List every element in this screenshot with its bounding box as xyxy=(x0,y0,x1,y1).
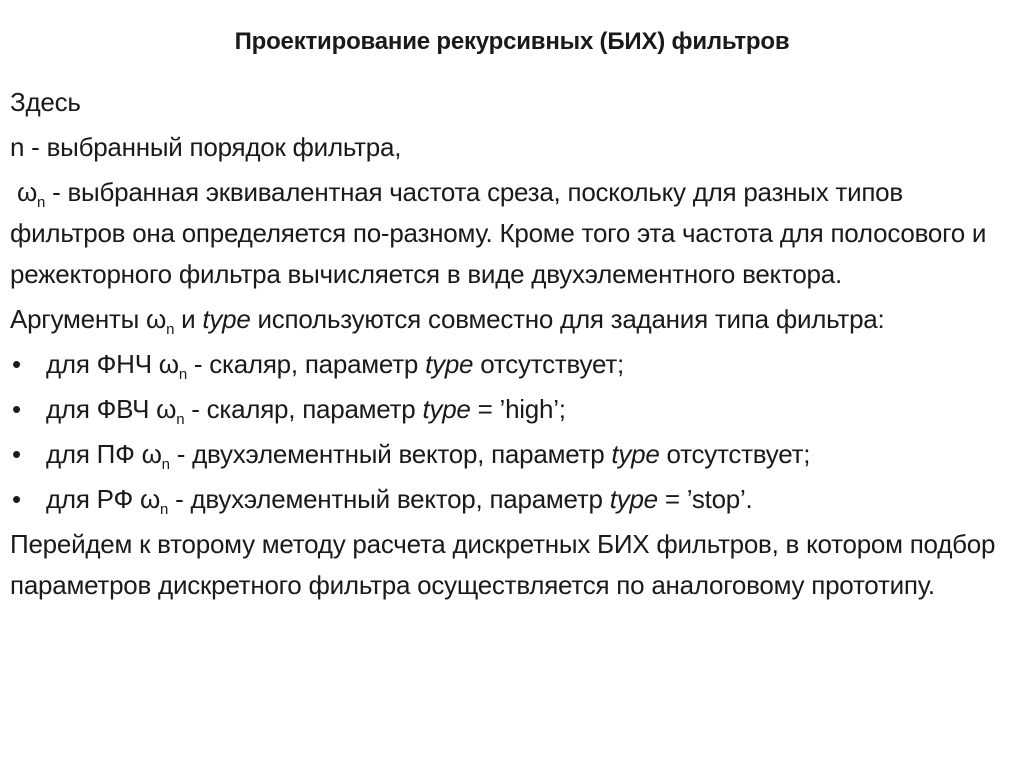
list-item-hpf xyxy=(10,389,1014,430)
bullet-prefix: для ПФ xyxy=(46,439,142,469)
bullet-icon: • xyxy=(12,394,21,424)
bullet-icon: • xyxy=(12,439,21,469)
intro-text: Здесь xyxy=(10,87,81,117)
bullet-mid: - скаляр, параметр xyxy=(186,349,426,379)
arguments-paragraph xyxy=(10,299,1014,340)
type-word: type xyxy=(422,394,471,424)
omega-subscript: n xyxy=(37,194,46,211)
bullet-mid: - двухэлементный вектор, параметр xyxy=(168,484,610,514)
list-item-bpf xyxy=(10,434,1014,475)
bullet-prefix: для ФНЧ xyxy=(46,349,159,379)
bullet-suffix: = ’high’; xyxy=(470,394,566,424)
bullet-suffix: отсутствует; xyxy=(473,349,624,379)
args-text-2: и xyxy=(174,304,203,334)
bullet-suffix: отсутствует; xyxy=(659,439,811,469)
type-word: type xyxy=(425,349,474,379)
args-text-3: используются совместно для задания типа фильтра: xyxy=(250,304,885,334)
closing-paragraph: Перейдем к второму методу расчета дискретных БИХ фильтров, в котором подбор параметров дискретного фильтра осуществляется по аналоговому прототипу. xyxy=(10,529,996,600)
slide-title: Проектирование рекурсивных (БИХ) фильтров xyxy=(234,28,790,55)
type-word: type xyxy=(611,439,660,469)
omega-definition xyxy=(10,172,1014,295)
bullet-icon: • xyxy=(12,349,21,379)
n-definition: n - выбранный порядок фильтра, xyxy=(10,132,402,162)
args-text-1: Аргументы xyxy=(10,304,147,334)
bullet-prefix: для ФВЧ xyxy=(46,394,157,424)
filter-type-list xyxy=(10,344,1014,520)
list-item-bsf xyxy=(10,479,1014,520)
omega-subscript: n xyxy=(176,411,185,428)
omega-subscript: n xyxy=(160,501,169,518)
omega-description: - выбранная эквивалентная частота среза, поскольку для разных типов фильтров она определяется по-разному. Кроме того эта частота для полосового и режекторного фильтра вычисляется в виде двухэлементного вектора. xyxy=(10,177,987,289)
omega-symbol: ω xyxy=(146,304,167,334)
list-item-lpf xyxy=(10,344,1014,385)
type-word: type xyxy=(609,484,658,514)
slide-body xyxy=(10,82,1014,610)
bullet-prefix: для РФ xyxy=(46,484,140,514)
bullet-suffix: = ’stop’. xyxy=(657,484,753,514)
bullet-mid: - скаляр, параметр xyxy=(184,394,423,424)
type-word: type xyxy=(202,304,251,334)
omega-subscript: n xyxy=(161,456,170,473)
omega-symbol: ω xyxy=(139,484,160,514)
omega-symbol: ω xyxy=(16,177,38,207)
omega-subscript: n xyxy=(166,321,175,338)
bullet-mid: - двухэлементный вектор, параметр xyxy=(169,439,612,469)
omega-symbol: ω xyxy=(141,439,162,469)
bullet-icon: • xyxy=(12,484,21,514)
omega-symbol: ω xyxy=(158,349,179,379)
omega-symbol: ω xyxy=(156,394,177,424)
omega-subscript: n xyxy=(178,366,187,383)
